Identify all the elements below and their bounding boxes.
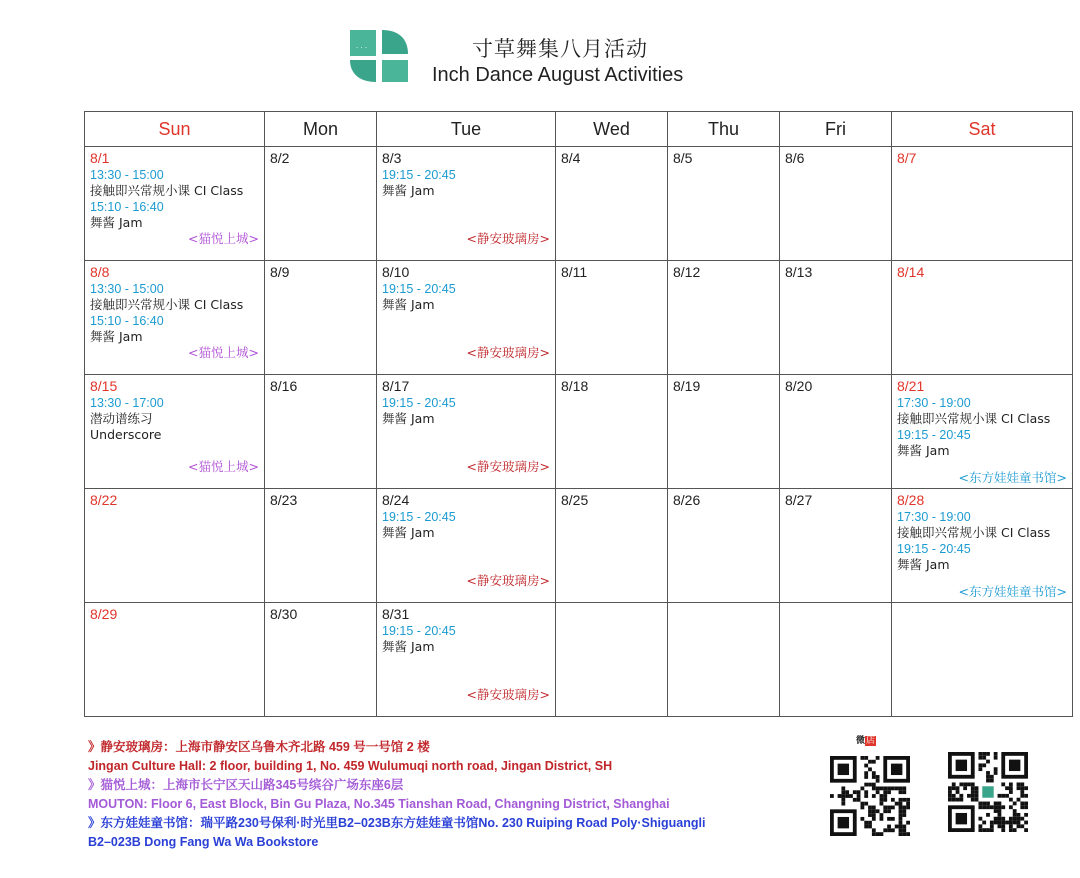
day-cell[interactable] bbox=[265, 603, 377, 717]
day-date: 8/7 bbox=[897, 150, 917, 166]
day-cell[interactable] bbox=[265, 489, 377, 603]
event-name: 舞酱 Jam bbox=[382, 297, 435, 312]
day-cell[interactable] bbox=[377, 375, 556, 489]
address-line: MOUTON: Floor 6, East Block, Bin Gu Plaza, No.345 Tianshan Road, Changning District, Shanghai bbox=[88, 797, 670, 811]
event-name: 舞酱 Jam bbox=[382, 183, 435, 198]
day-cell[interactable] bbox=[668, 147, 780, 261]
event-time: 19:15 - 20:45 bbox=[382, 510, 456, 524]
day-cell[interactable] bbox=[265, 375, 377, 489]
day-cell[interactable] bbox=[556, 261, 668, 375]
weekday-header-wed: Wed bbox=[556, 112, 668, 147]
event-location: <东方娃娃童书馆> bbox=[958, 470, 1067, 485]
day-cell[interactable] bbox=[265, 147, 377, 261]
day-date: 8/20 bbox=[785, 378, 813, 394]
day-cell[interactable] bbox=[780, 261, 892, 375]
calendar-body bbox=[85, 147, 1073, 717]
event-time: 19:15 - 20:45 bbox=[382, 624, 456, 638]
event-location: <猫悦上城> bbox=[188, 345, 259, 360]
address-line: 》猫悦上城：上海市长宁区天山路345号缤谷广场东座6层 bbox=[88, 778, 404, 792]
day-cell[interactable] bbox=[780, 375, 892, 489]
weekday-header-sun: Sun bbox=[85, 112, 265, 147]
day-date: 8/27 bbox=[785, 492, 813, 508]
day-date: 8/3 bbox=[382, 150, 402, 166]
week-row bbox=[85, 603, 1073, 717]
event-location: <静安玻璃房> bbox=[466, 345, 550, 360]
address-footer bbox=[88, 738, 808, 852]
event-time: 19:15 - 20:45 bbox=[382, 282, 456, 296]
title-english: Inch Dance August Activities bbox=[432, 64, 684, 86]
week-row bbox=[85, 261, 1073, 375]
day-date: 8/31 bbox=[382, 606, 410, 622]
day-cell[interactable] bbox=[892, 147, 1073, 261]
title-chinese: 寸草舞集八月活动 bbox=[472, 37, 648, 61]
day-cell[interactable] bbox=[377, 147, 556, 261]
event-time: 13:30 - 15:00 bbox=[90, 282, 164, 296]
event-name: 舞酱 Jam bbox=[90, 329, 143, 344]
day-cell[interactable] bbox=[892, 261, 1073, 375]
calendar-table bbox=[84, 111, 1073, 717]
event-time: 19:15 - 20:45 bbox=[897, 428, 971, 442]
day-cell[interactable] bbox=[668, 375, 780, 489]
weekday-header-row bbox=[85, 112, 1073, 147]
event-time: 13:30 - 15:00 bbox=[90, 168, 164, 182]
event-name: 舞酱 Jam bbox=[382, 525, 435, 540]
day-cell[interactable] bbox=[668, 603, 780, 717]
week-row bbox=[85, 147, 1073, 261]
day-cell[interactable] bbox=[780, 489, 892, 603]
address-line: Jingan Culture Hall: 2 floor, building 1, No. 459 Wulumuqi north road, Jingan District, SH bbox=[88, 759, 613, 773]
day-date: 8/19 bbox=[673, 378, 701, 394]
day-date: 8/24 bbox=[382, 492, 410, 508]
day-cell[interactable] bbox=[780, 147, 892, 261]
day-cell[interactable] bbox=[85, 375, 265, 489]
event-location: <猫悦上城> bbox=[188, 459, 259, 474]
day-cell[interactable] bbox=[780, 603, 892, 717]
event-time: 15:10 - 16:40 bbox=[90, 200, 164, 214]
day-cell[interactable] bbox=[892, 375, 1073, 489]
weidian-label: 微店 bbox=[856, 736, 876, 746]
day-cell[interactable] bbox=[556, 147, 668, 261]
day-cell[interactable] bbox=[85, 147, 265, 261]
day-date: 8/11 bbox=[561, 264, 588, 280]
day-cell[interactable] bbox=[556, 375, 668, 489]
day-cell[interactable] bbox=[892, 489, 1073, 603]
event-location: <东方娃娃童书馆> bbox=[958, 584, 1067, 599]
event-name: 接触即兴常规小课 CI Class bbox=[897, 525, 1051, 540]
day-date: 8/25 bbox=[561, 492, 589, 508]
event-location: <静安玻璃房> bbox=[466, 231, 550, 246]
day-date: 8/13 bbox=[785, 264, 813, 280]
day-date: 8/23 bbox=[270, 492, 298, 508]
event-time: 17:30 - 19:00 bbox=[897, 396, 971, 410]
event-name: 舞酱 Jam bbox=[382, 411, 435, 426]
header bbox=[0, 0, 1080, 110]
event-time: 13:30 - 17:00 bbox=[90, 396, 164, 410]
day-date: 8/26 bbox=[673, 492, 701, 508]
event-name: Underscore bbox=[90, 427, 162, 442]
event-name: 接触即兴常规小课 CI Class bbox=[897, 411, 1051, 426]
weidian-qr-code[interactable] bbox=[830, 756, 910, 836]
day-date: 8/4 bbox=[561, 150, 581, 166]
week-row bbox=[85, 375, 1073, 489]
svg-text:· · ·: · · · bbox=[356, 44, 368, 52]
event-name: 舞酱 Jam bbox=[90, 215, 143, 230]
weekday-header-sat: Sat bbox=[892, 112, 1073, 147]
event-location: <静安玻璃房> bbox=[466, 573, 550, 588]
day-cell[interactable] bbox=[668, 261, 780, 375]
event-time: 15:10 - 16:40 bbox=[90, 314, 164, 328]
event-time: 19:15 - 20:45 bbox=[382, 396, 456, 410]
inch-dance-logo bbox=[350, 28, 410, 84]
event-name: 舞酱 Jam bbox=[382, 639, 435, 654]
day-cell[interactable] bbox=[892, 603, 1073, 717]
event-name: 舞酱 Jam bbox=[897, 443, 950, 458]
weekday-header-mon: Mon bbox=[265, 112, 377, 147]
event-time: 17:30 - 19:00 bbox=[897, 510, 971, 524]
day-cell[interactable] bbox=[85, 489, 265, 603]
address-line: B2–023B Dong Fang Wa Wa Bookstore bbox=[88, 835, 319, 849]
event-location: <静安玻璃房> bbox=[466, 687, 550, 702]
day-date: 8/28 bbox=[897, 492, 925, 508]
day-date: 8/30 bbox=[270, 606, 298, 622]
day-date: 8/16 bbox=[270, 378, 298, 394]
day-date: 8/12 bbox=[673, 264, 701, 280]
day-date: 8/5 bbox=[673, 150, 693, 166]
day-date: 8/8 bbox=[90, 264, 110, 280]
day-date: 8/6 bbox=[785, 150, 805, 166]
event-location: <猫悦上城> bbox=[188, 231, 259, 246]
event-name: 接触即兴常规小课 CI Class bbox=[90, 297, 244, 312]
day-date: 8/15 bbox=[90, 378, 118, 394]
event-time: 19:15 - 20:45 bbox=[897, 542, 971, 556]
event-name: 舞酱 Jam bbox=[897, 557, 950, 572]
day-cell[interactable] bbox=[668, 489, 780, 603]
address-line: 》静安玻璃房：上海市静安区乌鲁木齐北路 459 号一号馆 2 楼 bbox=[88, 740, 430, 754]
day-cell[interactable] bbox=[377, 603, 556, 717]
wechat-qr-code[interactable] bbox=[948, 752, 1028, 832]
weekday-header-fri: Fri bbox=[780, 112, 892, 147]
day-date: 8/10 bbox=[382, 264, 410, 280]
weekday-header-tue: Tue bbox=[377, 112, 556, 147]
day-cell[interactable] bbox=[85, 603, 265, 717]
day-cell[interactable] bbox=[556, 489, 668, 603]
day-cell[interactable] bbox=[265, 261, 377, 375]
event-time: 19:15 - 20:45 bbox=[382, 168, 456, 182]
day-date: 8/22 bbox=[90, 492, 118, 508]
event-name: 接触即兴常规小课 CI Class bbox=[90, 183, 244, 198]
day-date: 8/18 bbox=[561, 378, 589, 394]
day-date: 8/21 bbox=[897, 378, 925, 394]
day-date: 8/1 bbox=[90, 150, 110, 166]
day-cell[interactable] bbox=[556, 603, 668, 717]
day-date: 8/17 bbox=[382, 378, 410, 394]
day-cell[interactable] bbox=[85, 261, 265, 375]
day-date: 8/14 bbox=[897, 264, 925, 280]
address-line: 》东方娃娃童书馆：瑞平路230号保利·时光里B2–023B东方娃娃童书馆No. 230 Ruiping Road Poly·Shiguangli bbox=[88, 816, 706, 830]
weekday-header-thu: Thu bbox=[668, 112, 780, 147]
day-date: 8/9 bbox=[270, 264, 290, 280]
event-location: <静安玻璃房> bbox=[466, 459, 550, 474]
day-date: 8/29 bbox=[90, 606, 118, 622]
event-name: 潜动谱练习 bbox=[90, 411, 153, 426]
day-cell[interactable] bbox=[377, 489, 556, 603]
day-cell[interactable] bbox=[377, 261, 556, 375]
day-date: 8/2 bbox=[270, 150, 290, 166]
week-row bbox=[85, 489, 1073, 603]
